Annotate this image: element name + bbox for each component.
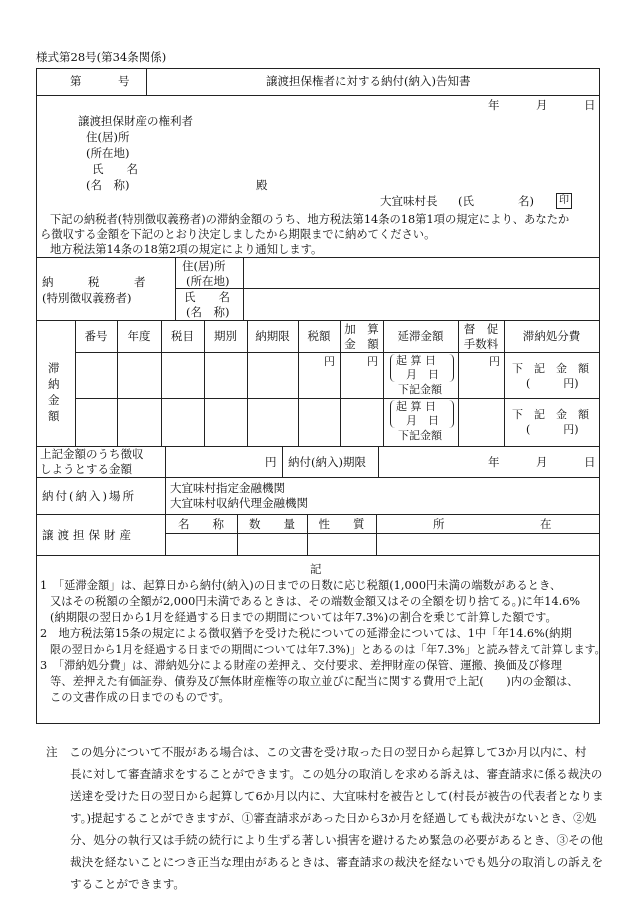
addressee-name: 氏 名 <box>92 162 138 176</box>
date-year: 年 <box>488 98 500 112</box>
taxpayer-address: 住(居)所 <box>182 259 226 273</box>
col-fee-2: 手数料 <box>463 337 499 351</box>
collateral-col-name: 名 称 <box>178 517 224 531</box>
addressee-address: 住(居)所 <box>86 130 130 144</box>
addressee-location: (所在地) <box>86 146 130 160</box>
addressee-entity: (名 称) <box>86 178 130 192</box>
note-3-line-1: 3 「滞納処分費」は、滞納処分による財産の差押え、交付要求、差押財産の保管、運搬、換価及び修理 <box>40 659 562 672</box>
col-number: 番号 <box>84 329 108 343</box>
deadline-month: 月 <box>536 455 548 469</box>
addressee-honorific: 殿 <box>256 178 268 192</box>
col-due-date: 納期限 <box>255 329 290 343</box>
footnote-line-3: 送達を受けた日の翌日から起算して6か月以内に、大宜味村を被告として(村長が被告の代表者となりま <box>70 789 604 803</box>
payment-place-1: 大宜味村指定金融機関 <box>170 481 285 495</box>
col-surcharge-2: 金 額 <box>344 337 379 351</box>
col-period: 期別 <box>214 329 237 343</box>
calc-below-1: 下記金額 <box>398 383 442 396</box>
col-tax-amount: 税額 <box>307 329 331 343</box>
disposal-yen-2: ( 円) <box>526 423 579 436</box>
collateral-label: 譲渡担保財産 <box>42 528 135 542</box>
footnote-line-6: 裁決を経ないことにつき正当な理由があるときは、審査請求の裁決を経ないでも処分の取消しの訴えを <box>70 855 604 869</box>
note-1-line-2: 又はその税額の全額が2,000円未満であるときは、その端数金額又はその全額を切り捨てる。)に年14.6% <box>50 595 581 608</box>
note-1-line-1: 1 「延滞金額」は、起算日から納付(納入)の日までの日数に応じ税額(1,000円未満の端数があるとき、 <box>40 579 562 592</box>
calc-start-1: 起 算 日 <box>396 354 436 367</box>
col-tax-item: 税目 <box>171 329 194 343</box>
date-day: 日 <box>584 98 596 112</box>
taxpayer-label-2: (特別徴収義務者) <box>42 291 132 305</box>
footnote-line-5: 分、処分の執行又は手続の続行により生ずる著しい損害を避けるため緊急の必要があるとき、③その他 <box>70 833 603 847</box>
footnote-line-7: することができます。 <box>70 877 186 891</box>
calc-start-2: 起 算 日 <box>396 400 436 413</box>
arrears-side-label <box>48 360 64 424</box>
col-surcharge-1: 加 算 <box>344 322 379 336</box>
note-3-line-3: この文書作成の日までのものです。 <box>50 691 230 704</box>
form-title: 譲渡担保権者に対する納付(納入)告知書 <box>266 74 471 88</box>
collateral-col-loc-1: 所 <box>433 517 445 531</box>
taxpayer-entity: (名 称) <box>186 305 230 319</box>
disposal-yen-1: ( 円) <box>526 377 579 390</box>
side-char-3: 金 <box>48 393 60 407</box>
collateral-col-loc-2: 在 <box>540 517 552 531</box>
issuer-title: 大宜味村長 <box>380 194 438 208</box>
seal-mark: 印 <box>556 193 572 209</box>
calc-date-2: 月 日 <box>406 414 439 427</box>
col-fee-1: 督 促 <box>463 322 499 336</box>
col-year: 年度 <box>127 329 151 343</box>
side-char-2: 納 <box>48 377 60 391</box>
col-disposal: 滞納処分費 <box>522 329 581 343</box>
footnote-line-1: 注 この処分について不服がある場合は、この文書を受け取った日の翌日から起算して3か月以内に、村 <box>46 745 587 759</box>
note-2-line-1: 2 地方税法第15条の規定による徴収猶予を受けた税についての延滞金については、1中「年14.6%(納期 <box>40 627 572 640</box>
addressee-heading: 譲渡担保財産の権利者 <box>78 114 193 128</box>
footnote-line-2: 長に対して審査請求をすることができます。この処分の取消しを求める訴えは、審査請求に係る裁決の <box>70 767 603 781</box>
disposal-below-2: 下 記 金 額 <box>512 408 589 421</box>
collect-label-1: 上記金額のうち徴収 <box>40 447 144 461</box>
calc-below-2: 下記金額 <box>398 429 442 442</box>
number-label: 第 <box>70 74 82 88</box>
note-2-line-2: 限の翌日から1月を経過する日までの期間については年7.3%)」とあるのは「年7.3%」と読み替えて計算します。 <box>50 643 606 656</box>
payment-place-2: 大宜味村収納代理金融機関 <box>170 496 308 510</box>
side-char-1: 滞 <box>48 361 60 375</box>
intro-line-3: 地方税法第14条の18第2項の規定により通知します。 <box>50 243 323 256</box>
deadline-year: 年 <box>488 455 500 469</box>
number-suffix: 号 <box>118 74 130 88</box>
note-3-line-2: 等、差押えた有価証券、債券及び無体財産権等の取立並びに配当に関する費用で上記( )内の金額は、 <box>50 675 579 688</box>
side-char-4: 額 <box>48 409 60 423</box>
note-1-line-3: (納期限の翌日から1月を経過する日までの期間については年7.3%)の割合を乗じて計算した額です。 <box>50 611 557 624</box>
surcharge-yen: 円 <box>367 355 378 368</box>
fee-yen: 円 <box>489 355 500 368</box>
taxpayer-label-1: 納 税 者 <box>42 275 146 289</box>
deadline-label: 納付(納入)期限 <box>288 455 366 469</box>
issuer-name-open: (氏 <box>458 194 474 208</box>
footnote-line-4: す。)提起することができますが、①審査請求があった日から3か月を経過しても裁決がないとき、②処 <box>70 811 597 825</box>
collateral-col-nature: 性 質 <box>318 517 365 531</box>
taxpayer-name: 氏 名 <box>184 290 230 304</box>
disposal-below-1: 下 記 金 額 <box>512 362 589 375</box>
notes-heading: 記 <box>310 562 322 576</box>
collateral-col-qty: 数 量 <box>249 517 295 531</box>
intro-line-1: 下記の納税者(特別徴収義務者)の滞納金額のうち、地方税法第14条の18第1項の規定により、あなたか <box>50 213 570 226</box>
payment-place-label: 納付(納入)場所 <box>42 489 136 503</box>
col-late-amount: 延滞金額 <box>397 329 444 343</box>
calc-date-1: 月 日 <box>406 368 439 381</box>
collect-label-2: しようとする金額 <box>40 462 132 476</box>
form-id: 様式第28号(第34条関係) <box>36 50 167 64</box>
intro-line-2: ら徴収する金額を下記のとおり決定しましたから期限までに納めてください。 <box>40 228 436 241</box>
tax-yen: 円 <box>324 355 335 368</box>
date-month: 月 <box>536 98 548 112</box>
taxpayer-location: (所在地) <box>186 274 230 288</box>
deadline-day: 日 <box>584 455 596 469</box>
collect-yen: 円 <box>265 455 277 469</box>
issuer-name-close: 名) <box>518 194 534 208</box>
